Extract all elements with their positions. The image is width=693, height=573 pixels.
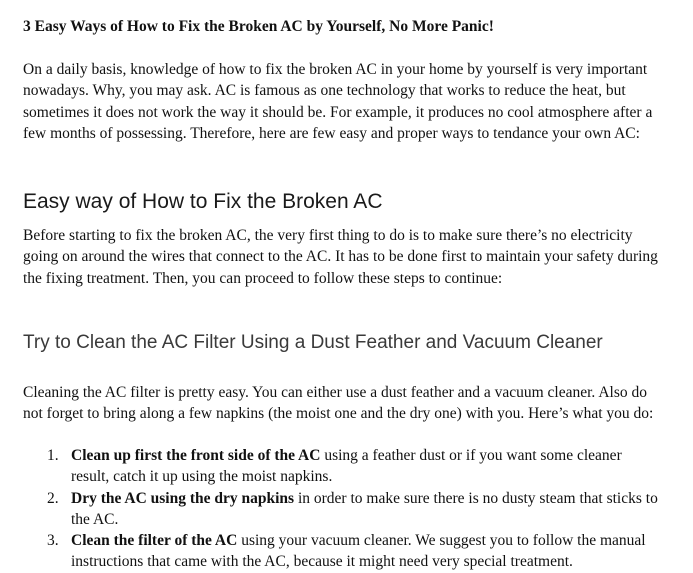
section-heading-clean-filter: Try to Clean the AC Filter Using a Dust Feather and Vacuum Cleaner <box>23 332 603 353</box>
section-paragraph-cleaning: Cleaning the AC filter is pretty easy. You can either use a dust feather and a vacuum cleaner. Also do not forget to bring along a few napkins (the moist one and the dry one) with you. Here’s what you do: <box>23 384 654 423</box>
steps-list <box>23 445 663 573</box>
list-item <box>23 488 663 531</box>
list-item-number: 1. <box>47 447 59 464</box>
list-item-bold-text: Clean up first the front side of the AC <box>71 447 321 464</box>
list-item-text: using a feather dust or if you want some cleaner result, catch it up using the moist napkins. <box>71 447 622 486</box>
list-item-text: in order to make sure there is no dusty steam that sticks to the AC. <box>71 489 658 528</box>
list-item-bold-text: Dry the AC using the dry napkins <box>71 489 295 507</box>
list-item-text: using your vacuum cleaner. We suggest you to follow the manual instructions that came with the AC, because it might need very special treatment. <box>71 532 646 571</box>
list-item <box>23 530 663 573</box>
section-paragraph-safety: Before starting to fix the broken AC, the very first thing to do is to make sure there’s no electricity going on around the wires that connect to the AC. It has to be done first to maintain your safety during the fixing treatment. Then, you can proceed to follow these steps to continue: <box>23 227 658 287</box>
list-item-number: 2. <box>47 489 59 507</box>
section-heading-easy-way: Easy way of How to Fix the Broken AC <box>23 190 383 213</box>
article-title: 3 Easy Ways of How to Fix the Broken AC by Yourself, No More Panic! <box>23 18 494 35</box>
list-item-bold-text: Clean the filter of the AC <box>71 532 238 550</box>
intro-paragraph: On a daily basis, knowledge of how to fix the broken AC in your home by yourself is very important nowadays. Why, you may ask. AC is famous as one technology that works to reduce the heat, but sometimes it does not work the way it should be. For example, it produces no cool atmosphere after a few months of possessing. Therefore, here are few easy and proper ways to tendance your own AC: <box>23 61 653 142</box>
list-item <box>23 445 663 488</box>
list-item-number: 3. <box>47 532 59 550</box>
